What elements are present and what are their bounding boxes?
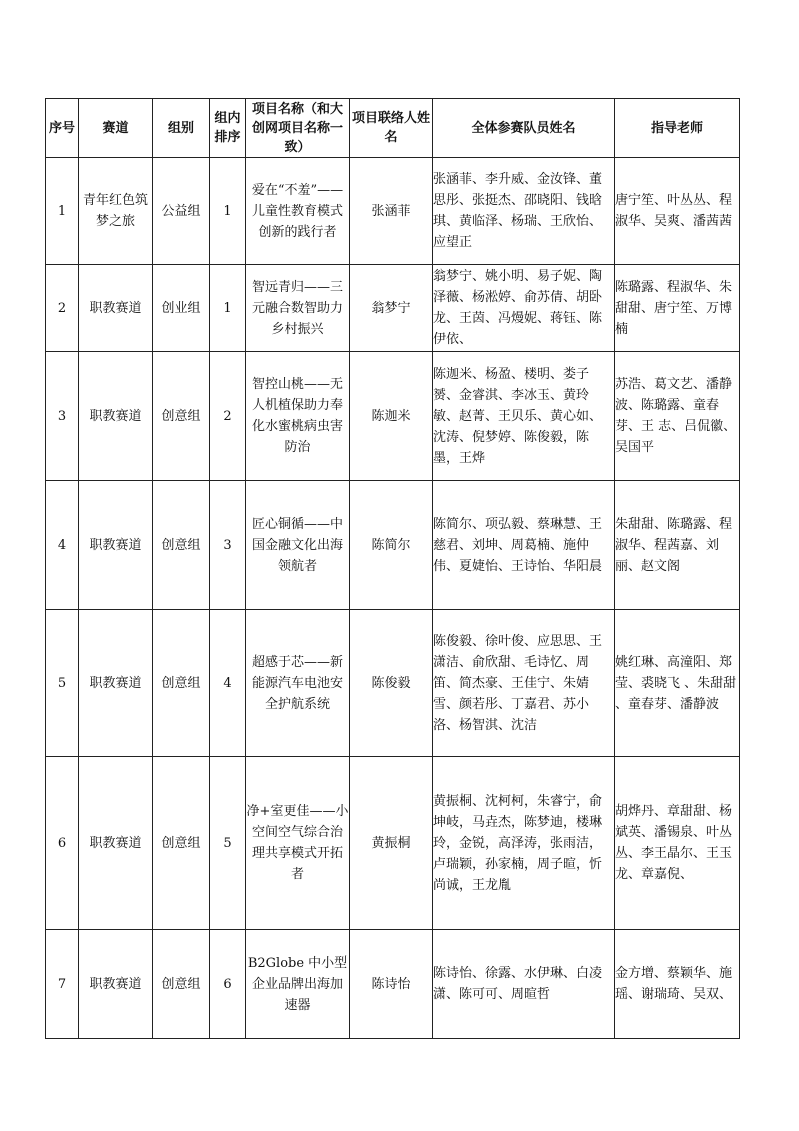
cell-project: 爱在“不羞”——儿童性教育模式创新的践行者 — [246, 158, 350, 265]
cell-contact: 陈简尔 — [350, 481, 433, 610]
cell-advisors: 唐宁笙、叶丛丛、程淑华、吴爽、潘茜茜 — [615, 158, 740, 265]
table-row — [46, 930, 740, 1039]
table-row — [46, 265, 740, 352]
cell-seq: 3 — [46, 352, 79, 481]
table-row — [46, 352, 740, 481]
cell-advisors: 胡烨丹、章甜甜、杨斌英、潘锡泉、叶丛丛、李王晶尔、王玉龙、章嘉倪、 — [615, 757, 740, 930]
cell-rank: 2 — [210, 352, 246, 481]
project-roster-table — [45, 98, 740, 1039]
cell-seq: 5 — [46, 610, 79, 757]
header-members: 全体参赛队员姓名 — [433, 99, 615, 158]
cell-rank: 5 — [210, 757, 246, 930]
cell-seq: 2 — [46, 265, 79, 352]
cell-members: 陈简尔、项弘毅、蔡琳慧、王慈君、刘坤、周葛楠、施仲伟、夏婕怡、王诗怡、华阳晨 — [433, 481, 615, 610]
cell-project: B2Globe 中小型企业品牌出海加速器 — [246, 930, 350, 1039]
header-track: 赛道 — [79, 99, 153, 158]
cell-members: 翁梦宁、姚小明、易子妮、陶泽薇、杨淞婷、俞苏倩、胡卧龙、王茵、冯熳妮、蒋钰、陈伊依、 — [433, 265, 615, 352]
cell-project: 超感于芯——新能源汽车电池安全护航系统 — [246, 610, 350, 757]
table-row — [46, 757, 740, 930]
cell-track: 青年红色筑梦之旅 — [79, 158, 153, 265]
cell-rank: 6 — [210, 930, 246, 1039]
header-project: 项目名称（和大创网项目名称一致） — [246, 99, 350, 158]
cell-group: 创意组 — [153, 481, 210, 610]
cell-rank: 1 — [210, 158, 246, 265]
cell-contact: 张涵菲 — [350, 158, 433, 265]
cell-rank: 3 — [210, 481, 246, 610]
cell-group: 创意组 — [153, 930, 210, 1039]
cell-advisors: 姚红琳、高潼阳、郑莹、裘晓飞 、朱甜甜 、童春芽、潘静波 — [615, 610, 740, 757]
cell-contact: 陈诗怡 — [350, 930, 433, 1039]
table-header-row — [46, 99, 740, 158]
cell-advisors: 苏浩、葛文艺、潘静波、陈璐露、童春芽、王 志、吕侃徽、吴国平 — [615, 352, 740, 481]
cell-members: 黄振桐、沈柯柯，朱睿宁，俞坤岐，马垚杰，陈梦迪，楼琳玲，金锐，高泽涛，张雨洁，卢瑞颖，孙家楠，周子暄，忻尚诚，王龙胤 — [433, 757, 615, 930]
cell-track: 职教赛道 — [79, 265, 153, 352]
cell-project: 匠心铜循——中国金融文化出海领航者 — [246, 481, 350, 610]
cell-track: 职教赛道 — [79, 481, 153, 610]
cell-contact: 陈俊毅 — [350, 610, 433, 757]
cell-group: 创业组 — [153, 265, 210, 352]
cell-advisors: 金方增、蔡颖华、施瑶、谢瑞琦、吴双、 — [615, 930, 740, 1039]
header-advisors: 指导老师 — [615, 99, 740, 158]
header-contact: 项目联络人姓名 — [350, 99, 433, 158]
cell-seq: 7 — [46, 930, 79, 1039]
cell-advisors: 朱甜甜、陈璐露、程淑华、程茜嘉、刘丽、赵文阁 — [615, 481, 740, 610]
cell-rank: 4 — [210, 610, 246, 757]
cell-contact: 陈迦米 — [350, 352, 433, 481]
cell-track: 职教赛道 — [79, 930, 153, 1039]
cell-members: 陈诗怡、徐露、水伊琳、白凌潇、陈可可、周暄哲 — [433, 930, 615, 1039]
cell-rank: 1 — [210, 265, 246, 352]
cell-track: 职教赛道 — [79, 352, 153, 481]
header-rank: 组内排序 — [210, 99, 246, 158]
cell-group: 创意组 — [153, 610, 210, 757]
table-row — [46, 158, 740, 265]
cell-track: 职教赛道 — [79, 757, 153, 930]
cell-group: 公益组 — [153, 158, 210, 265]
header-group: 组别 — [153, 99, 210, 158]
cell-seq: 4 — [46, 481, 79, 610]
cell-seq: 6 — [46, 757, 79, 930]
cell-seq: 1 — [46, 158, 79, 265]
cell-project: 智控山桃——无人机植保助力奉化水蜜桃病虫害防治 — [246, 352, 350, 481]
table-row — [46, 610, 740, 757]
table-row — [46, 481, 740, 610]
cell-advisors: 陈璐露、程淑华、朱甜甜、唐宁笙、万博楠 — [615, 265, 740, 352]
cell-members: 陈俊毅、徐叶俊、应思思、王潇洁、俞欣甜、毛诗忆、周笛、简杰豪、王佳宁、朱婧雪、颜若彤、丁嘉君、苏小洛、杨智淇、沈洁 — [433, 610, 615, 757]
cell-contact: 翁梦宁 — [350, 265, 433, 352]
cell-members: 张涵菲、李升威、金汝锋、董思彤、张挺杰、邵晓阳、钱晗琪、黄临泽、杨瑞、王欣怡、应望正 — [433, 158, 615, 265]
cell-contact: 黄振桐 — [350, 757, 433, 930]
cell-project: 智远青归——三元融合数智助力乡村振兴 — [246, 265, 350, 352]
cell-group: 创意组 — [153, 757, 210, 930]
header-seq: 序号 — [46, 99, 79, 158]
cell-members: 陈迦米、杨盈、楼明、娄子赟、金睿淇、李冰玉、黄玲敏、赵菁、王贝乐、黄心如、沈涛、倪梦婷、陈俊毅，陈墨，王烨 — [433, 352, 615, 481]
cell-project: 净+室更佳——小空间空气综合治理共享模式开拓者 — [246, 757, 350, 930]
cell-track: 职教赛道 — [79, 610, 153, 757]
cell-group: 创意组 — [153, 352, 210, 481]
